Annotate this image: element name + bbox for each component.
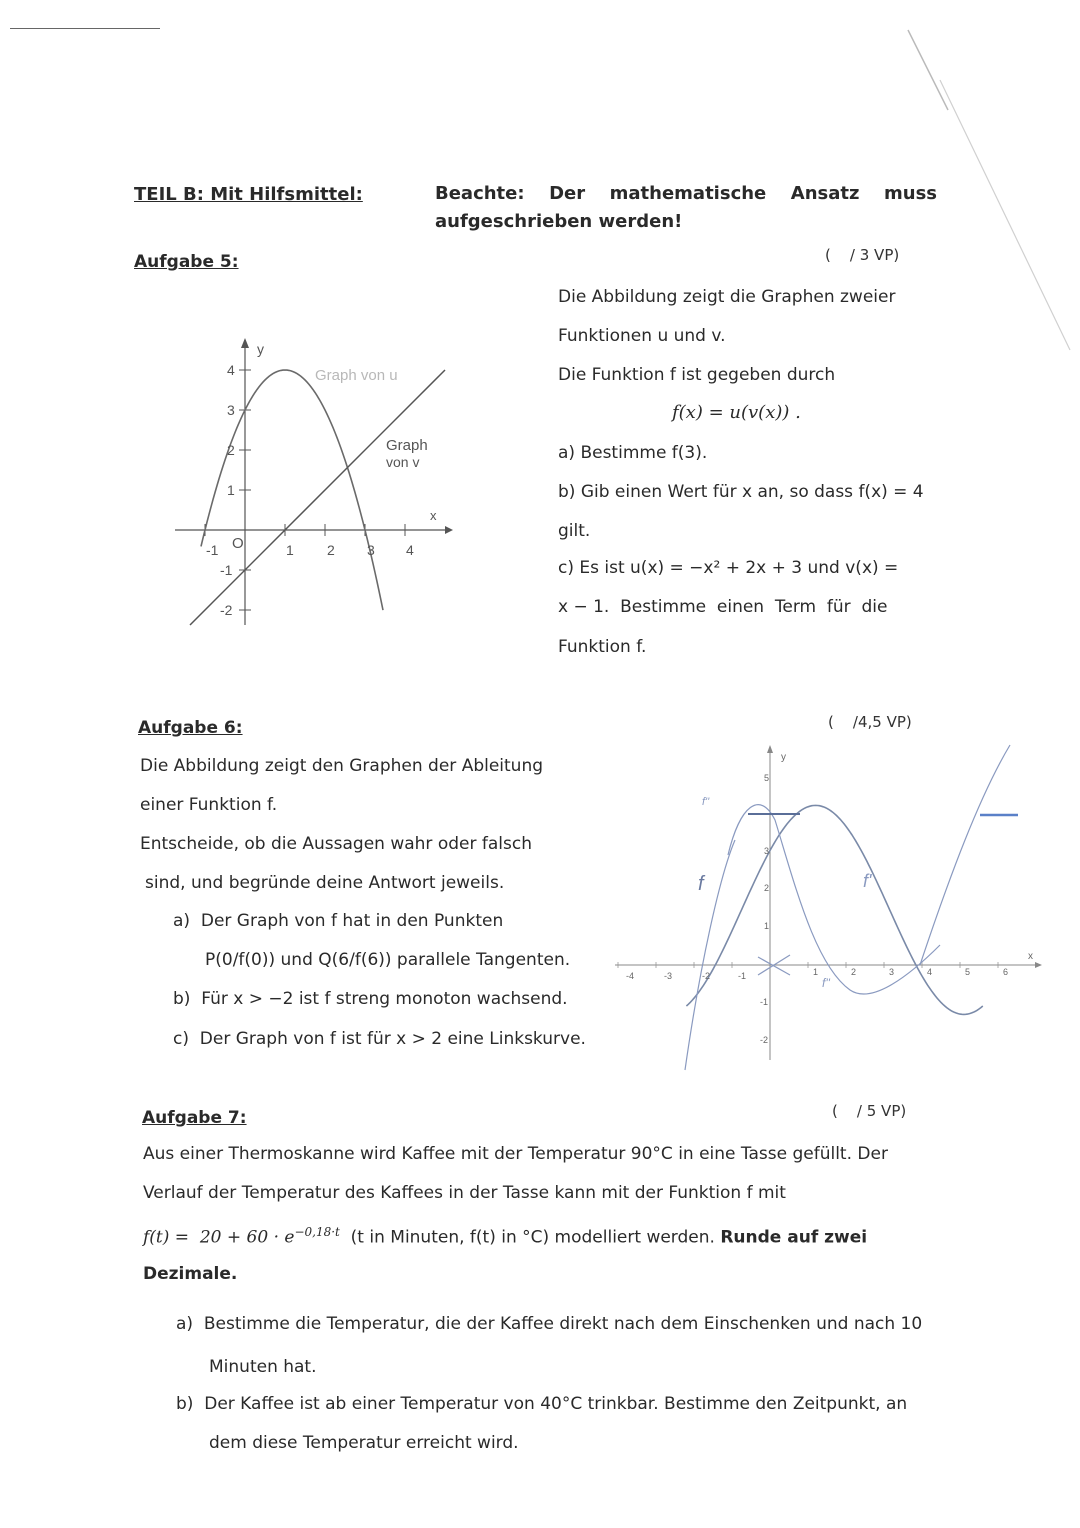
xtick-label: 2 [327,542,335,558]
task7-round2: Dezimale. [143,1264,238,1284]
xtick-label: 3 [367,542,375,558]
task7-line1: Aus einer Thermoskanne wird Kaffee mit der Temperatur 90°C in eine Tasse gefüllt. Der [143,1144,888,1164]
xtick-label: -2 [702,971,711,981]
origin-label: O [232,535,244,552]
task6-line4: sind, und begründe deine Antwort jeweils. [145,873,505,893]
task7-points: ( / 5 VP) [832,1102,907,1120]
task5-given: Die Funktion f ist gegeben durch [558,365,836,385]
task7-a2: Minuten hat. [209,1357,317,1377]
task5-c1: c) Es ist u(x) = −x² + 2x + 3 und v(x) = [558,558,899,578]
ytick-label: 1 [764,921,770,931]
task7-formula: f(t) = 20 + 60 · e [143,1227,295,1248]
task6-b: b) Für x > −2 ist f streng monoton wachsend. [173,989,568,1009]
task6-line3: Entscheide, ob die Aussagen wahr oder falsch [140,834,532,854]
pencil-sketch-curve [920,745,1010,965]
task7-a1: a) Bestimme die Temperatur, die der Kaffee direkt nach dem Einschenken und nach 10 [176,1314,923,1334]
task7-b2: dem diese Temperatur erreicht wird. [209,1433,519,1453]
ytick-label: 2 [227,442,235,458]
ytick-label: 3 [227,402,235,418]
ytick-label: 4 [227,362,235,378]
task7-formula-rest: (t in Minuten, f(t) in °C) modelliert werden. [339,1227,721,1248]
task6-title: Aufgabe 6: [138,718,243,738]
x-axis-arrow-icon [445,526,453,534]
task6-line1: Die Abbildung zeigt den Graphen der Ableitung [140,756,544,776]
task6-a2: P(0/f(0)) und Q(6/f(6)) parallele Tangenten. [205,950,571,970]
xtick-label: -1 [206,542,219,558]
task5-intro2: Funktionen u und v. [558,326,726,346]
task6-points: ( /4,5 VP) [828,713,912,731]
task5-points: ( / 3 VP) [825,246,900,264]
task6-a1: a) Der Graph von f hat in den Punkten [173,911,504,931]
ytick-label: 3 [764,846,770,856]
xtick-label: 4 [927,967,933,977]
ytick-label: -2 [760,1035,769,1045]
task5-b1: b) Gib einen Wert für x an, so dass f(x) = 4 [558,482,924,502]
task5-c2: x − 1. Bestimme einen Term für die [558,597,888,617]
xtick-label: 5 [965,967,971,977]
task5-b2: gilt. [558,521,591,541]
task5-title: Aufgabe 5: [134,252,239,272]
x-axis-arrow-icon [1035,962,1042,968]
task7-formula-exponent: −0,18·t [294,1225,340,1239]
task5-formula: f(x) = u(v(x)) . [672,402,801,423]
xtick-label: -3 [664,971,673,981]
handwritten-note: f'' [822,976,830,990]
xtick-label: 6 [1003,967,1009,977]
xtick-label: 1 [813,967,819,977]
ytick-label: 5 [764,773,770,783]
xtick-label: 2 [851,967,857,977]
task7-formula-line [143,1213,867,1258]
ytick-label: 1 [227,482,235,498]
x-axis-label: x [1028,951,1033,962]
top-rule [10,28,160,29]
handwritten-note: f'' [702,796,710,808]
x-axis-label: x [430,508,437,523]
graph-v-label1: Graph [386,437,428,454]
task7-title: Aufgabe 7: [142,1108,247,1128]
task6-graph [610,735,1080,1085]
task5-c3: Funktion f. [558,637,647,657]
task5-intro1: Die Abbildung zeigt die Graphen zweier [558,287,896,307]
y-axis-arrow-icon [241,338,249,348]
xtick-label: 3 [889,967,895,977]
y-axis-arrow-icon [767,745,773,753]
y-axis-label: y [781,752,786,763]
xtick-label: 1 [286,542,294,558]
ytick-label: -2 [220,602,233,618]
task6-line2: einer Funktion f. [140,795,278,815]
notice-text: Beachte: Der mathematische Ansatz muss aufgeschrieben werden! [435,183,937,232]
task5-graph [170,330,460,630]
ytick-label: -1 [220,562,233,578]
task7-line2: Verlauf der Temperatur des Kaffees in der Tasse kann mit der Funktion f mit [143,1183,786,1203]
y-axis-label: y [257,341,264,357]
ytick-label: 2 [764,883,770,893]
pencil-sketch-curve [728,805,940,994]
task6-c: c) Der Graph von f ist für x > 2 eine Linkskurve. [173,1029,586,1049]
pencil-sketch-curve [685,840,735,1070]
section-title: TEIL B: Mit Hilfsmittel: [134,184,363,205]
ytick-label: -1 [760,997,769,1007]
task7-b1: b) Der Kaffee ist ab einer Temperatur von 40°C trinkbar. Bestimme den Zeitpunkt, an [176,1394,908,1414]
task7-round1: Runde auf zwei [720,1227,868,1248]
task5-a: a) Bestimme f(3). [558,443,708,463]
handwritten-note: f' [863,871,872,891]
graph-u-label: Graph von u [315,367,398,384]
xtick-label: 4 [406,542,414,558]
handwritten-note: f [698,873,704,895]
graph-v-label2: von v [386,454,420,470]
xtick-label: -1 [738,971,747,981]
xtick-label: -4 [626,971,635,981]
